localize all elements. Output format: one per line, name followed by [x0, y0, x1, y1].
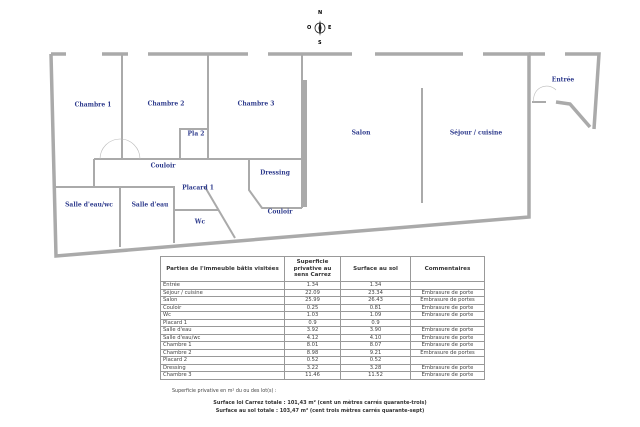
- compass-west: O: [307, 25, 312, 31]
- room-chambre-1: Chambre 1: [74, 101, 112, 109]
- cell-partie: Entrée: [161, 282, 285, 290]
- table-row: [161, 304, 485, 312]
- cell-sol: 8.07: [341, 342, 411, 350]
- table-row: [161, 327, 485, 335]
- table-row: [161, 282, 485, 290]
- cell-sol: 3.90: [341, 327, 411, 335]
- cell-sol: 11.52: [341, 372, 411, 380]
- compass-north: N: [318, 10, 323, 16]
- cell-partie: Chambre 2: [161, 349, 285, 357]
- room-salle-eau-wc: Salle d'eau/wc: [65, 201, 113, 209]
- cell-commentaire: Embrasure de porte: [411, 372, 485, 380]
- cell-partie: Placard 2: [161, 357, 285, 365]
- total-sol: Surface au sol totale : 103,47 m² (cent trois mètres carrés quarante-sept): [215, 408, 425, 414]
- cell-partie: Salle d'eau/wc: [161, 334, 285, 342]
- cell-carrez: 8.98: [285, 349, 341, 357]
- cell-carrez: 3.22: [285, 364, 341, 372]
- cell-partie: Couloir: [161, 304, 285, 312]
- total-carrez: Surface loi Carrez totale : 101,43 m² (cent un mètres carrés quarante-trois): [213, 400, 427, 406]
- cell-carrez: 1.03: [285, 312, 341, 320]
- room-placard-2: Pla 2: [187, 130, 205, 138]
- table-row: [161, 349, 485, 357]
- cell-sol: 3.28: [341, 364, 411, 372]
- table-row: [161, 342, 485, 350]
- cell-sol: 0.52: [341, 357, 411, 365]
- footer-note: Superficie privative en m² du ou des lot(s) :: [172, 389, 277, 394]
- cell-sol: 4.10: [341, 334, 411, 342]
- cell-sol: 23.34: [341, 289, 411, 297]
- wall-entree: [529, 54, 599, 129]
- cell-commentaire: Embrasure de porte: [411, 334, 485, 342]
- cell-partie: Placard 1: [161, 319, 285, 327]
- cell-commentaire: Embrasure de porte: [411, 304, 485, 312]
- cell-commentaire: Embrasure de porte: [411, 312, 485, 320]
- table-row: [161, 312, 485, 320]
- cell-carrez: 8.01: [285, 342, 341, 350]
- cell-partie: Salle d'eau: [161, 327, 285, 335]
- cell-commentaire: Embrasure de porte: [411, 342, 485, 350]
- room-dressing: Dressing: [260, 169, 290, 177]
- cell-carrez: 0.9: [285, 319, 341, 327]
- cell-commentaire: Embrasure de porte: [411, 327, 485, 335]
- cell-carrez: 0.52: [285, 357, 341, 365]
- cell-partie: Séjour / cuisine: [161, 289, 285, 297]
- room-couloir-2: Couloir: [267, 208, 293, 216]
- cell-carrez: 4.12: [285, 334, 341, 342]
- compass-south: S: [318, 40, 322, 46]
- table-row: [161, 297, 485, 305]
- cell-carrez: 11.46: [285, 372, 341, 380]
- table-row: [161, 319, 485, 327]
- cell-partie: Salon: [161, 297, 285, 305]
- cell-partie: Chambre 1: [161, 342, 285, 350]
- table-row: [161, 372, 485, 380]
- header-carrez: Superficie privative au sens Carrez: [285, 257, 341, 282]
- cell-commentaire: [411, 319, 485, 327]
- cell-partie: Chambre 3: [161, 372, 285, 380]
- cell-partie: Dressing: [161, 364, 285, 372]
- table-row: [161, 357, 485, 365]
- cell-sol: 9.21: [341, 349, 411, 357]
- cell-commentaire: Embrasure de porte: [411, 364, 485, 372]
- cell-sol: 1.09: [341, 312, 411, 320]
- room-couloir: Couloir: [150, 162, 176, 170]
- cell-commentaire: [411, 357, 485, 365]
- cell-commentaire: Embrasure de portes: [411, 297, 485, 305]
- cell-carrez: 3.92: [285, 327, 341, 335]
- room-chambre-3: Chambre 3: [237, 100, 275, 108]
- cell-sol: 0.9: [341, 319, 411, 327]
- room-sejour-cuisine: Séjour / cuisine: [449, 129, 503, 137]
- cell-partie: Wc: [161, 312, 285, 320]
- header-parties: Parties de l'immeuble bâtis visitées: [161, 257, 285, 282]
- room-placard-1: Placard 1: [182, 184, 214, 192]
- room-chambre-2: Chambre 2: [147, 100, 185, 108]
- cell-sol: 26.43: [341, 297, 411, 305]
- cell-sol: 1.34: [341, 282, 411, 290]
- room-salon: Salon: [351, 129, 371, 137]
- table-row: [161, 289, 485, 297]
- surface-table: [160, 256, 485, 380]
- cell-commentaire: [411, 282, 485, 290]
- compass-east: E: [328, 25, 332, 31]
- header-sol: Surface au sol: [341, 257, 411, 282]
- room-entree: Entrée: [551, 76, 575, 84]
- header-commentaires: Commentaires: [411, 257, 485, 282]
- cell-carrez: 25.99: [285, 297, 341, 305]
- cell-carrez: 22.09: [285, 289, 341, 297]
- table-row: [161, 364, 485, 372]
- cell-commentaire: Embrasure de porte: [411, 289, 485, 297]
- room-salle-eau: Salle d'eau: [131, 201, 169, 209]
- room-wc: Wc: [194, 218, 206, 226]
- cell-sol: 0.81: [341, 304, 411, 312]
- cell-carrez: 1.34: [285, 282, 341, 290]
- cell-carrez: 0.25: [285, 304, 341, 312]
- table-row: [161, 334, 485, 342]
- cell-commentaire: Embrasure de portes: [411, 349, 485, 357]
